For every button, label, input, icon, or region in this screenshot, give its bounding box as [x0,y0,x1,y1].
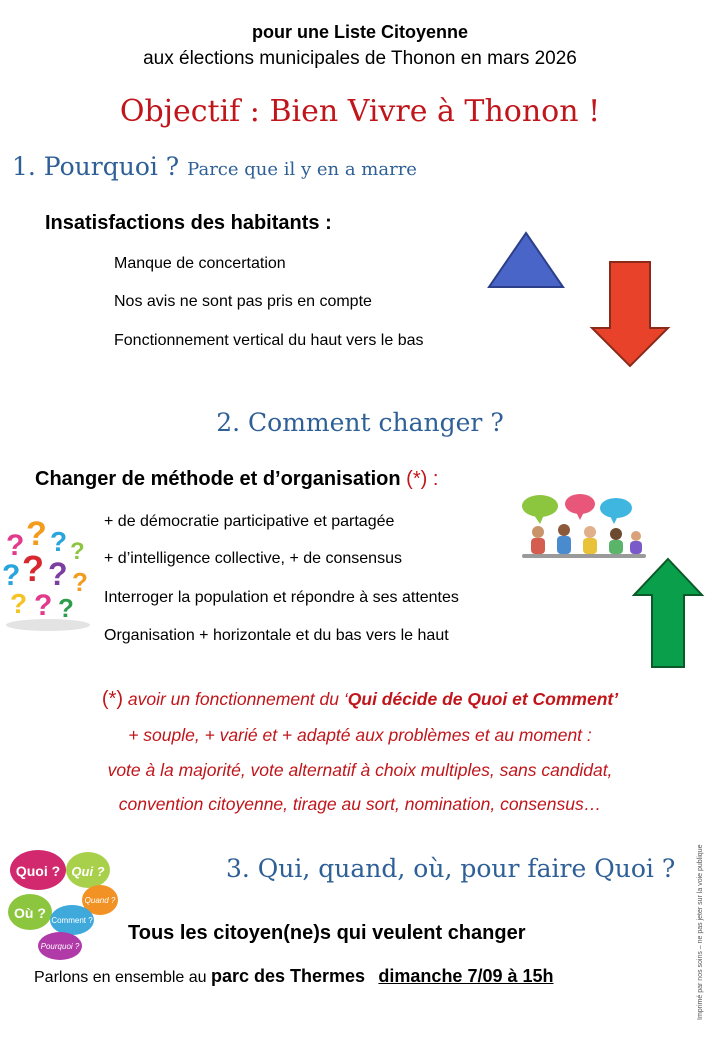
svg-text:?: ? [10,588,28,619]
section1-item: Fonctionnement vertical du haut vers le bas [114,332,424,349]
svg-text:?: ? [2,559,21,592]
svg-text:?: ? [22,548,44,589]
bubble-qui: Qui ? [71,864,105,879]
section2-subheading [35,468,438,491]
bubble-comment: Comment ? [51,916,93,925]
note-line1-prefix: avoir un fonctionnement du ‘ [127,689,348,709]
section1-heading [12,152,417,181]
note-line1-bold: Qui décide de Quoi et Comment’ [347,689,619,709]
section1-item: Nos avis ne sont pas pris en compte [114,293,372,310]
section1-subheading: Insatisfactions des habitants : [45,212,332,234]
bubble-quand: Quand ? [84,896,116,905]
green-up-arrow-icon [630,555,706,671]
main-title: Objectif : Bien Vivre à Thonon ! [119,94,601,129]
svg-text:?: ? [34,589,53,622]
header-line2: aux élections municipales de Thonon en mars 2026 [143,48,577,69]
header-line1: pour une Liste Citoyenne [251,22,469,42]
svg-text:?: ? [6,529,25,562]
bubble-pourquoi: Pourquoi ? [40,942,80,951]
section1-heading-sub: Parce que il y en a marre [187,159,417,180]
svg-text:?: ? [50,526,68,557]
question-bubbles-icon [4,846,122,966]
note-line2: + souple, + varié et + adapté aux problèmes et au moment : [128,725,592,745]
svg-text:?: ? [48,556,68,592]
section2-item: Interroger la population et répondre à ses attentes [104,589,459,606]
svg-text:?: ? [72,567,88,597]
section3-line2 [34,966,554,987]
question-marks-icon [0,515,96,633]
svg-text:?: ? [70,538,85,565]
svg-text:?: ? [58,593,74,623]
section2-item: Organisation + horizontale et du bas vers le haut [104,627,449,644]
section3-line1: Tous les citoyen(ne)s qui veulent changer [128,922,526,944]
section1-item: Manque de concertation [114,255,286,272]
note-line4: convention citoyenne, tirage au sort, nomination, consensus… [118,794,602,814]
section3-heading: 3. Qui, quand, où, pour faire Quoi ? [226,854,676,883]
section2-subheading-text: Changer de méthode et d’organisation [35,468,401,490]
vertical-print-note: Imprimé par nos soins – ne pas jeter sur la voie publique [697,844,704,1020]
red-down-arrow-icon [588,258,672,370]
section2-heading: 2. Comment changer ? [216,408,504,437]
bubble-ou: Où ? [14,905,46,921]
note-line3: vote à la majorité, vote alternatif à choix multiples, sans candidat, [107,760,613,780]
section3-line2-prefix: Parlons en ensemble au [34,969,211,986]
note-line1 [0,688,720,711]
section2-subheading-note: (*) : [406,468,439,490]
svg-text:?: ? [26,515,47,553]
section2-item: + d’intelligence collective, + de consensus [104,550,402,567]
section3-date: dimanche 7/09 à 15h [378,966,554,986]
section1-heading-text: 1. Pourquoi ? [12,152,180,181]
note-asterisk: (*) [101,688,124,710]
people-discussion-icon [518,492,650,564]
blue-triangle-icon [486,230,566,290]
bubble-quoi: Quoi ? [15,863,61,879]
section3-place: parc des Thermes [211,966,366,986]
section2-item: + de démocratie participative et partagée [104,513,395,530]
